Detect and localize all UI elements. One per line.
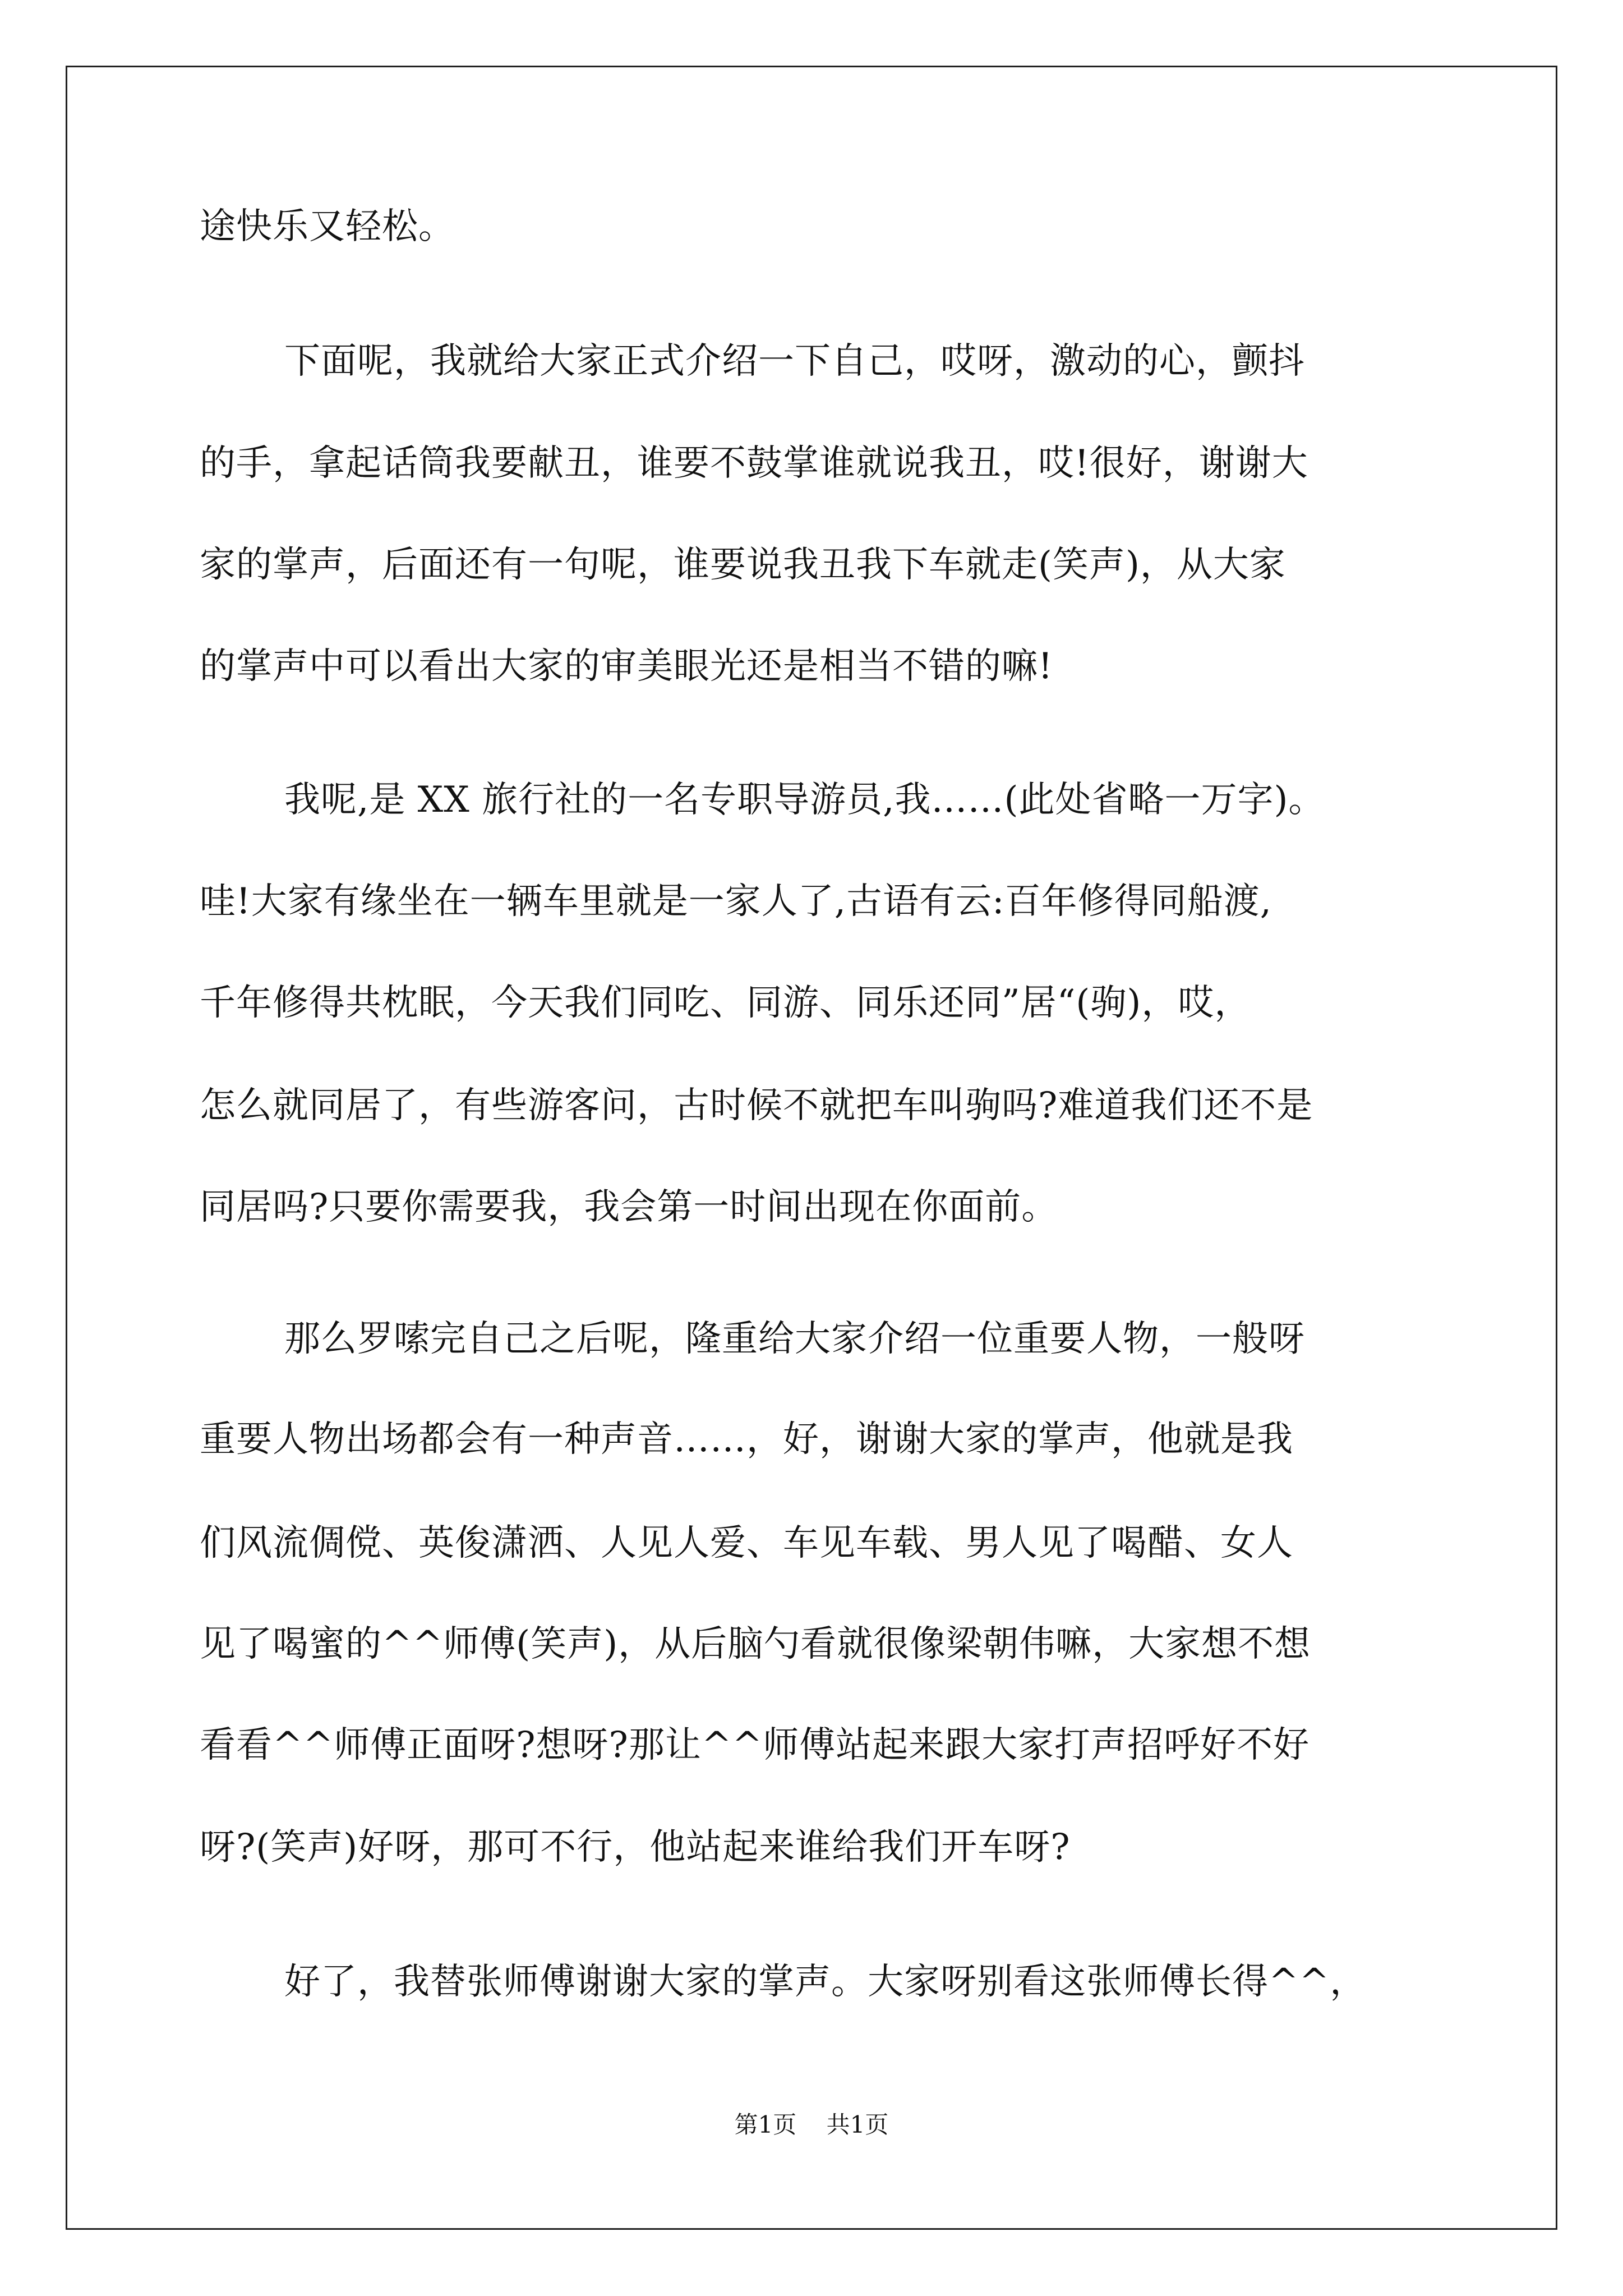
page-border [66,66,1557,2230]
text-line-9: 怎么就同居了，有些游客问，古时候不就把车叫驹吗?难道我们还不是 [200,1085,1313,1126]
text-line-3: 的手，拿起话筒我要献丑，谁要不鼓掌谁就说我丑，哎!很好，谢谢大 [200,443,1308,484]
text-line-4: 家的掌声，后面还有一句呢，谁要说我丑我下车就走(笑声)，从大家 [200,544,1286,586]
text-line-15: 看看^^师傅正面呀?想呀?那让^^师傅站起来跟大家打声招呼好不好 [200,1724,1310,1766]
text-line-5: 的掌声中可以看出大家的审美眼光还是相当不错的嘛! [200,646,1053,687]
text-line-16: 呀?(笑声)好呀，那可不行，他站起来谁给我们开车呀? [200,1826,1071,1868]
text-line-12: 重要人物出场都会有一种声音……，好，谢谢大家的掌声，他就是我 [200,1419,1293,1460]
text-line-13: 们风流倜傥、英俊潇洒、人见人爱、车见车载、男人见了喝醋、女人 [200,1522,1293,1564]
text-line-10: 同居吗?只要你需要我，我会第一时间出现在你面前。 [200,1186,1058,1228]
page-footer: 第1页 共1页 [734,2111,889,2138]
text-line-6: 我呢,是 XX 旅行社的一名专职导游员,我……(此处省略一万字)。 [284,779,1325,821]
text-line-7: 哇!大家有缘坐在一辆车里就是一家人了,古语有云:百年修得同船渡, [200,881,1272,922]
text-line-14: 见了喝蜜的^^师傅(笑声)，从后脑勺看就很像梁朝伟嘛，大家想不想 [200,1623,1311,1665]
text-line-2: 下面呢，我就给大家正式介绍一下自己，哎呀，激动的心，颤抖 [284,341,1305,382]
text-line-8: 千年修得共枕眠，今天我们同吃、同游、同乐还同”居“(驹)，哎， [200,982,1251,1024]
text-line-17: 好了，我替张师傅谢谢大家的掌声。大家呀别看这张师傅长得^^， [284,1961,1367,2003]
text-line-11: 那么罗嗦完自己之后呢，隆重给大家介绍一位重要人物，一般呀 [284,1318,1305,1360]
text-line-1: 途快乐又轻松。 [200,206,455,247]
